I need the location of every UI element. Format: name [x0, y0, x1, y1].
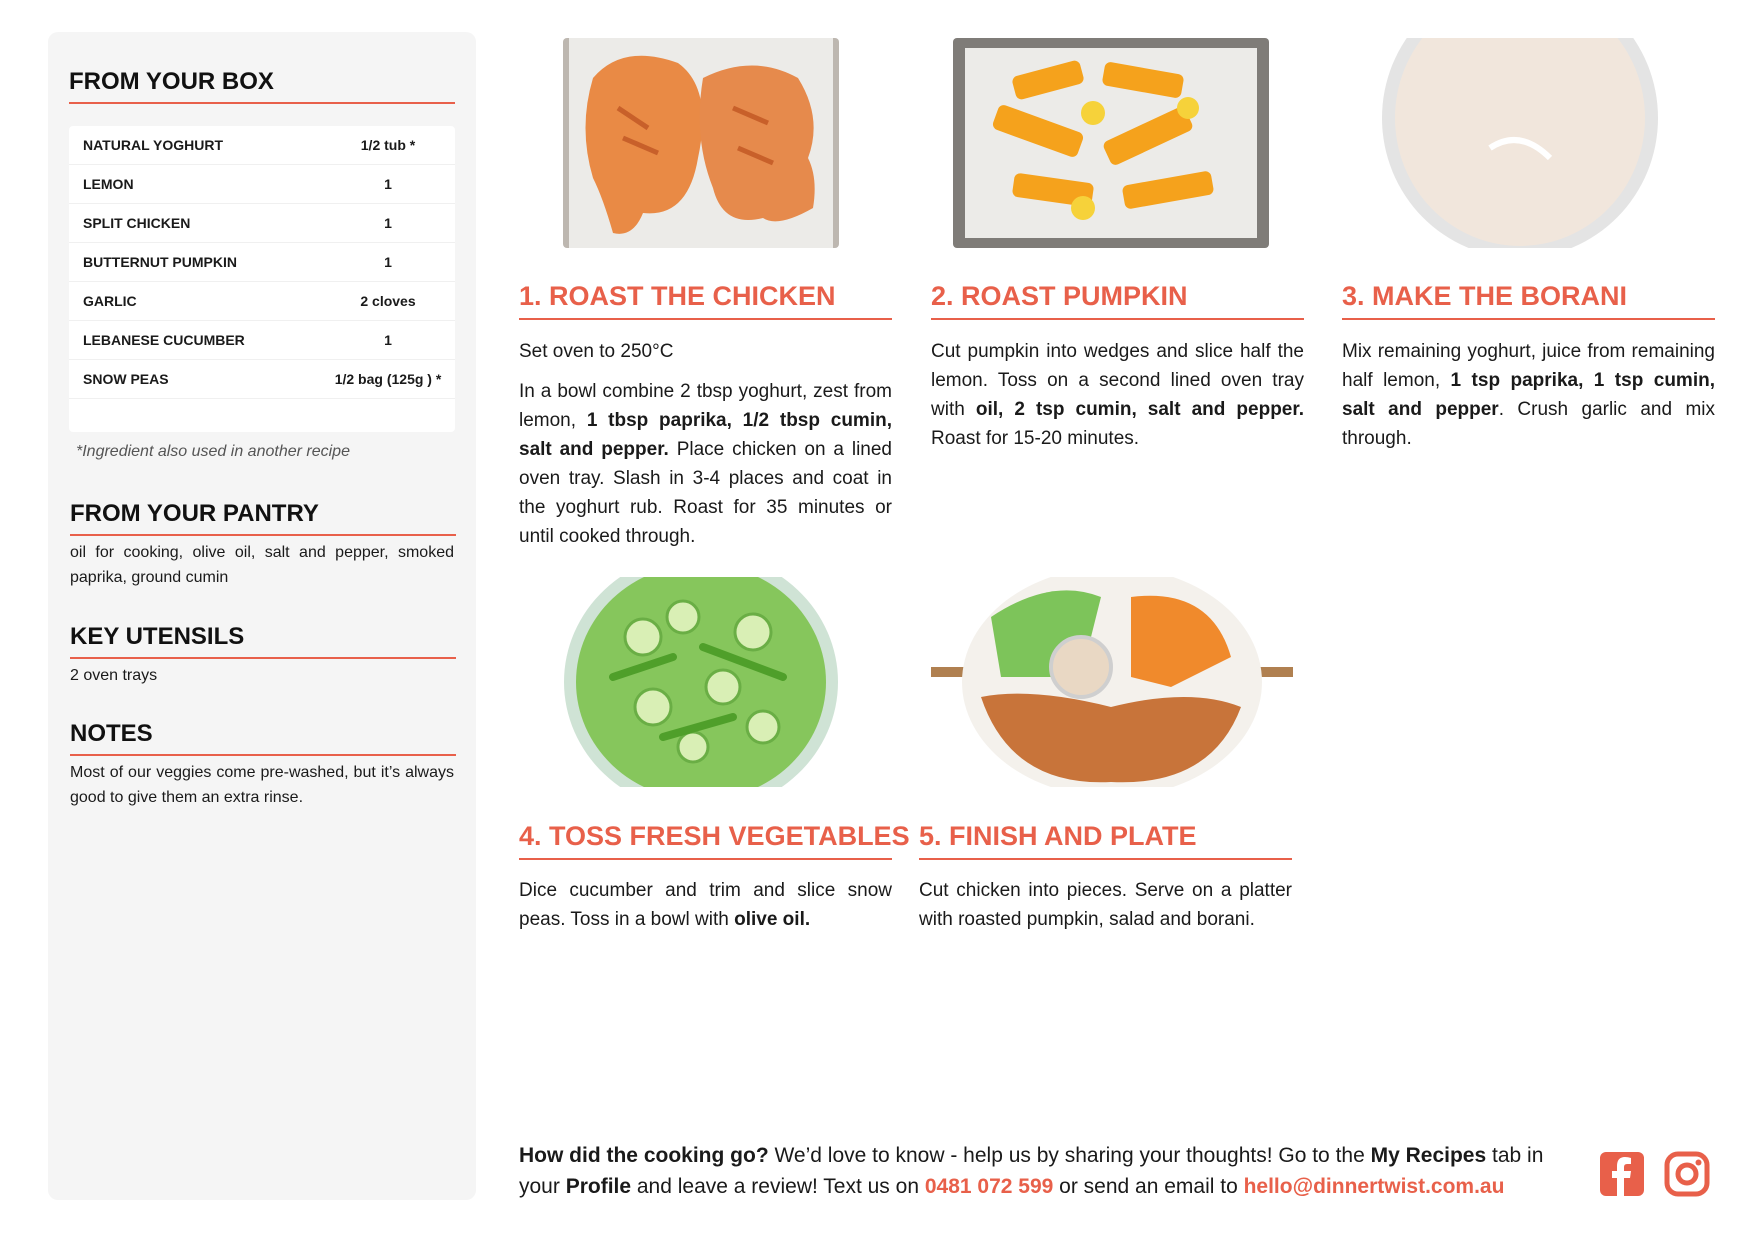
ingredient-name: LEMON: [83, 176, 134, 192]
ingredient-qty: 1: [384, 332, 392, 348]
ingredient-name: SPLIT CHICKEN: [83, 215, 191, 231]
step-2-text: Cut pumpkin into wedges and slice half the lemon. Toss on a second lined oven tray with oil, 2 tsp cumin, salt and pepper. Roast for 15-20 minutes.: [931, 341, 1304, 449]
step-5-text: Cut chicken into pieces. Serve on a platter with roasted pumpkin, salad and borani.: [919, 880, 1292, 930]
ingredient-footnote: *Ingredient also used in another recipe: [76, 443, 350, 460]
table-row: [69, 165, 455, 204]
pantry-title: FROM YOUR PANTRY: [70, 500, 456, 536]
ingredient-qty: 2 cloves: [360, 293, 416, 309]
pantry-text: oil for cooking, olive oil, salt and pepper, smoked paprika, ground cumin: [70, 544, 454, 586]
facebook-icon[interactable]: [1599, 1151, 1645, 1197]
ingredient-name: SNOW PEAS: [83, 371, 169, 387]
ingredient-qty: 1: [384, 254, 392, 270]
ingredient-qty: 1: [384, 215, 392, 231]
ingredient-name: GARLIC: [83, 293, 137, 309]
ingredient-qty: 1: [384, 176, 392, 192]
step-4-text: Dice cucumber and trim and slice snow peas. Toss in a bowl with olive oil.: [519, 880, 892, 930]
notes-title: NOTES: [70, 720, 456, 756]
table-row: [69, 204, 455, 243]
step-1-title: 1. ROAST THE CHICKEN: [519, 281, 892, 320]
platter-photo: [931, 577, 1293, 787]
utensils-text: 2 oven trays: [70, 667, 158, 684]
email-link[interactable]: hello@dinnertwist.com.au: [1243, 1175, 1505, 1198]
ingredient-qty: 1/2 bag (125g ) *: [334, 371, 442, 387]
table-row: [69, 360, 455, 399]
ingredient-qty: 1/2 tub *: [360, 137, 416, 153]
feedback-footer: How did the cooking go? We’d love to know - help us by sharing your thoughts! Go to the My Recipes tab in your Profile and leave a review! Text us on 0481 072 599 or send an email to hello@dinnertwist.com.au: [519, 1144, 1544, 1198]
table-row: [69, 321, 455, 360]
table-row: [69, 126, 455, 165]
step-3-title: 3. MAKE THE BORANI: [1342, 281, 1715, 320]
chicken-photo: [563, 38, 839, 248]
from-box-title: FROM YOUR BOX: [69, 68, 455, 104]
instagram-icon[interactable]: [1664, 1151, 1710, 1197]
step-2-title: 2. ROAST PUMPKIN: [931, 281, 1304, 320]
step-3-text: Mix remaining yoghurt, juice from remaining half lemon, 1 tsp paprika, 1 tsp cumin, salt and pepper. Crush garlic and mix through.: [1342, 341, 1715, 449]
step-4-title: 4. TOSS FRESH VEGETABLES: [519, 821, 892, 860]
ingredient-table: [69, 126, 455, 432]
ingredient-name: NATURAL YOGHURT: [83, 137, 223, 153]
phone-link[interactable]: 0481 072 599: [924, 1175, 1054, 1198]
utensils-title: KEY UTENSILS: [70, 623, 456, 659]
notes-text: Most of our veggies come pre-washed, but it’s always good to give them an extra rinse.: [70, 764, 454, 806]
table-row: [69, 243, 455, 282]
table-row: [69, 282, 455, 321]
borani-photo: [1380, 38, 1660, 248]
ingredient-name: LEBANESE CUCUMBER: [83, 332, 245, 348]
step-1-text-a: Set oven to 250°C: [519, 341, 674, 362]
sidebar: [48, 32, 476, 1200]
step-1-text-b: In a bowl combine 2 tbsp yoghurt, zest from lemon, 1 tbsp paprika, 1/2 tbsp cumin, salt and pepper. Place chicken on a lined oven tray. Slash in 3-4 places and coat in the yoghurt rub. Roast for 35 minutes or until cooked through.: [519, 381, 892, 547]
pumpkin-photo: [953, 38, 1269, 248]
salad-photo: [563, 577, 839, 787]
ingredient-name: BUTTERNUT PUMPKIN: [83, 254, 237, 270]
step-5-title: 5. FINISH AND PLATE: [919, 821, 1292, 860]
